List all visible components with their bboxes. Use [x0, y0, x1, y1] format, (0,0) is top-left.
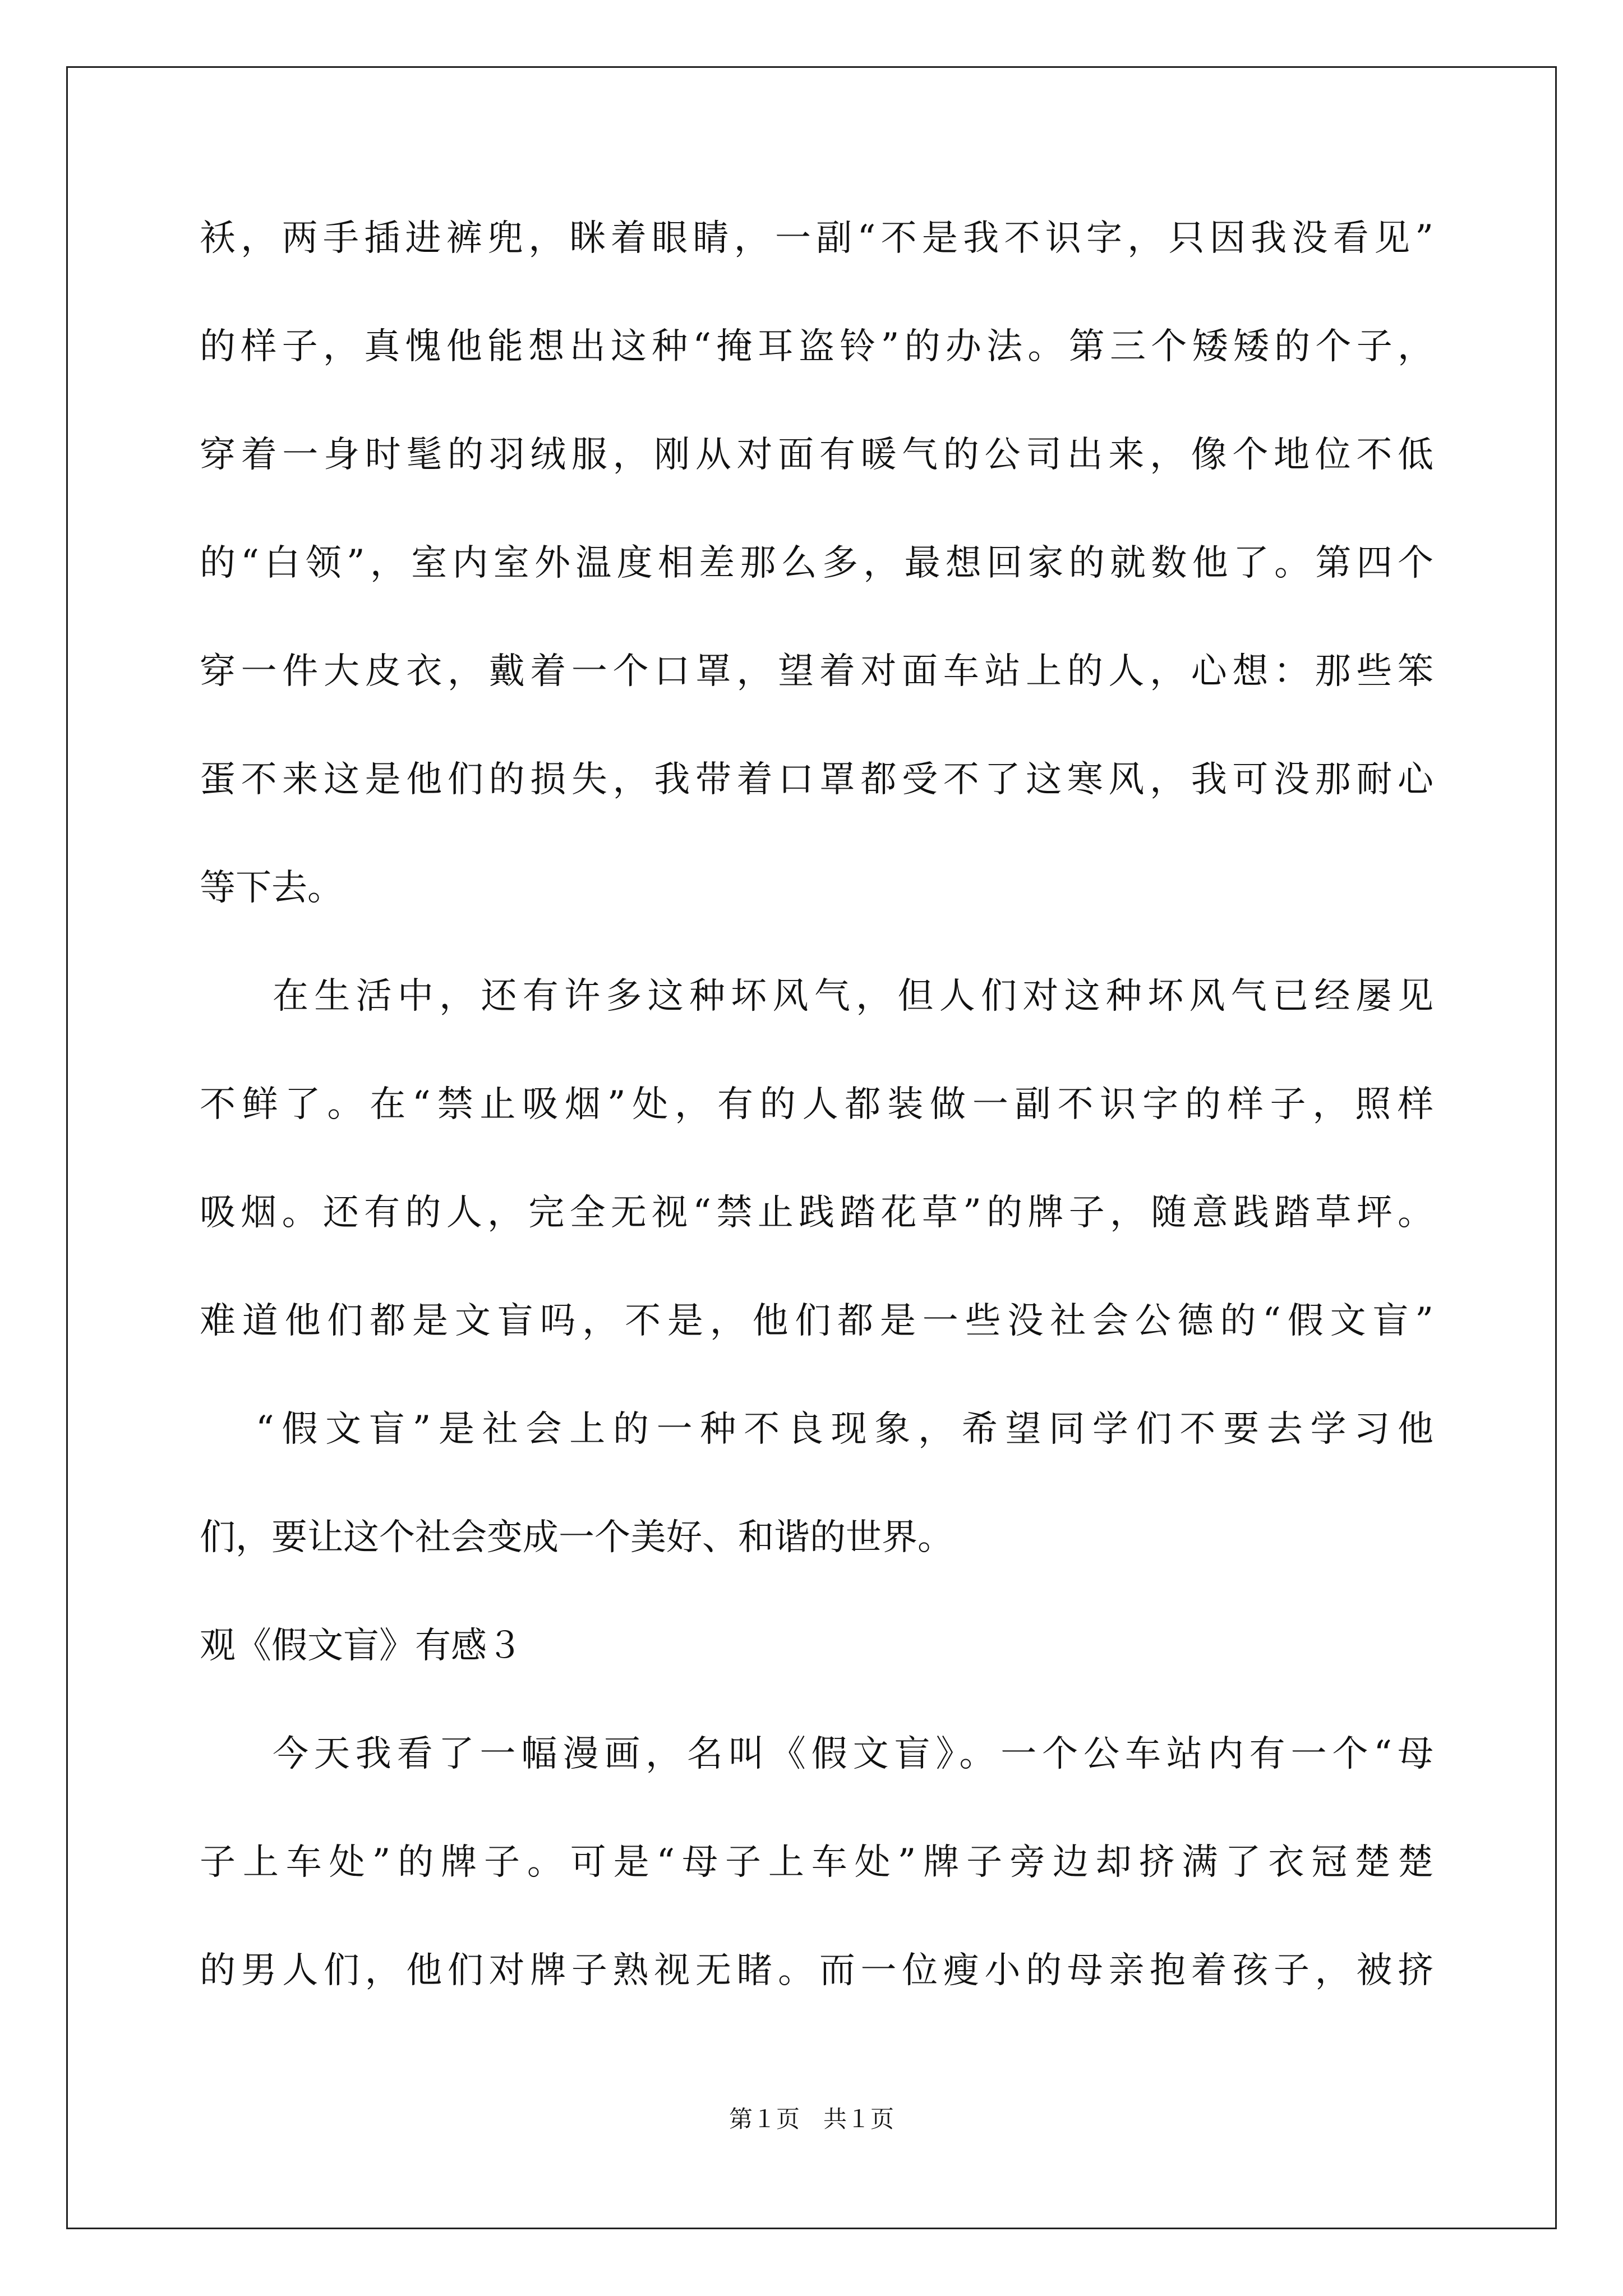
page-border — [66, 66, 1557, 2229]
text-line: 穿一件大皮衣，戴着一个口罩，望着对面车站上的人，心想：那些笨 — [200, 651, 1433, 692]
text-line: 难道他们都是文盲吗，不是，他们都是一些没社会公德的“假文盲” — [200, 1300, 1433, 1342]
text-line: 们，要让这个社会变成一个美好、和谐的世界。 — [200, 1517, 953, 1558]
text-line: 等下去。 — [200, 867, 343, 909]
paragraph-first-line: 在生活中，还有许多这种坏风气，但人们对这种坏风气已经屡见 — [273, 976, 1433, 1017]
text-line: 子上车处”的牌子。可是“母子上车处”牌子旁边却挤满了衣冠楚楚 — [200, 1842, 1433, 1883]
paragraph-first-line: “假文盲”是社会上的一种不良现象，希望同学们不要去学习他 — [256, 1409, 1433, 1450]
text-line: 穿着一身时髦的羽绒服，刚从对面有暖气的公司出来，像个地位不低 — [200, 434, 1433, 476]
text-line: 不鲜了。在“禁止吸烟”处，有的人都装做一副不识字的样子，照样 — [200, 1084, 1433, 1125]
text-line: 的男人们，他们对牌子熟视无睹。而一位瘦小的母亲抱着孩子，被挤 — [200, 1950, 1433, 1991]
section-title: 观《假文盲》有感３ — [200, 1625, 523, 1667]
paragraph-first-line: 今天我看了一幅漫画，名叫《假文盲》。一个公车站内有一个“母 — [273, 1733, 1433, 1775]
text-line: 袄，两手插进裤兜，眯着眼睛，一副“不是我不识字，只因我没看见” — [200, 218, 1433, 259]
text-line: 的样子，真愧他能想出这种“掩耳盗铃”的办法。第三个矮矮的个子， — [200, 326, 1433, 367]
text-line: 的“白领”，室内室外温度相差那么多，最想回家的就数他了。第四个 — [200, 542, 1433, 584]
text-line: 吸烟。还有的人，完全无视“禁止践踏花草”的牌子，随意践踏草坪。 — [200, 1192, 1433, 1234]
text-line: 蛋不来这是他们的损失，我带着口罩都受不了这寒风，我可没那耐心 — [200, 759, 1433, 800]
page-number-footer: 第１页 共１页 — [728, 2105, 894, 2133]
